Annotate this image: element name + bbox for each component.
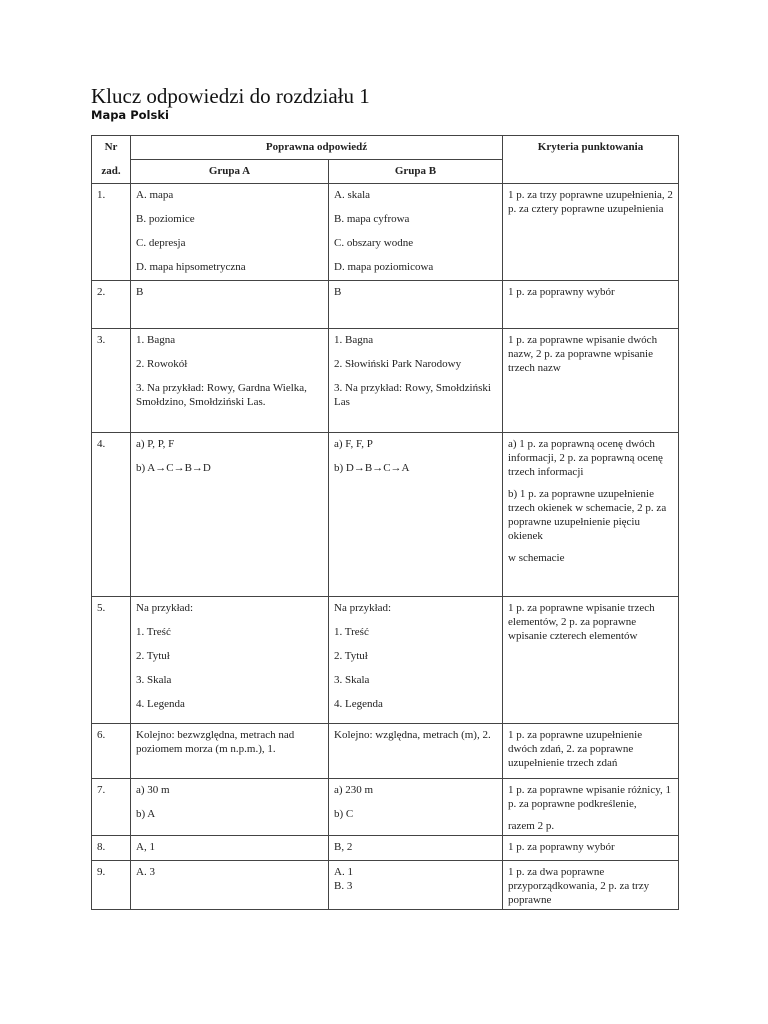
cell-line: 3. Skala	[334, 674, 370, 686]
cell-line: 2. Rowokół	[136, 358, 188, 370]
cell-line: B. mapa cyfrowa	[334, 213, 410, 225]
cell-line: b) A	[136, 808, 156, 820]
task-number-cell: 9.	[92, 861, 131, 910]
cell-line: razem 2 p.	[508, 820, 555, 832]
cell-line: b) C	[334, 808, 354, 820]
cell-line: Na przykład:	[334, 602, 392, 614]
cell-line: a) F, F, P	[334, 438, 373, 450]
cell-line: 1 p. za trzy poprawne uzupełnienia, 2 p. za cztery poprawne uzupełnienia	[508, 189, 673, 215]
group-a-answer-cell	[131, 836, 329, 861]
table-row	[92, 779, 679, 836]
criteria-cell	[503, 329, 679, 433]
task-number-cell: 4.	[92, 433, 131, 597]
cell-line: A. 1	[334, 866, 353, 878]
cell-line: 1 p. za poprawny wybór	[508, 286, 615, 298]
criteria-cell	[503, 861, 679, 910]
criteria-cell	[503, 281, 679, 329]
table-header-row	[92, 136, 679, 160]
group-b-answer-cell	[329, 184, 503, 281]
criteria-cell	[503, 836, 679, 861]
cell-line: 3. Skala	[136, 674, 172, 686]
document-subtitle: Mapa Polski	[91, 108, 169, 122]
table-row	[92, 597, 679, 724]
task-number-cell: 3.	[92, 329, 131, 433]
task-number-cell: 5.	[92, 597, 131, 724]
cell-line: a) 1 p. za poprawną ocenę dwóch informacji, 2 p. za poprawną ocenę trzech informacji	[508, 438, 663, 478]
cell-line: Na przykład:	[136, 602, 194, 614]
group-a-answer-cell	[131, 779, 329, 836]
group-b-header-cell: Grupa B	[329, 160, 503, 184]
cell-line: Kolejno: względna, metrach (m), 2.	[334, 729, 491, 741]
cell-line: w schemacie	[508, 552, 565, 564]
group-a-answer-cell	[131, 861, 329, 910]
nr-header-label: Nr	[104, 141, 118, 153]
cell-line: b) D→B→C→A	[334, 462, 410, 474]
cell-line: b) 1 p. za poprawne uzupełnienie trzech okienek w schemacie, 2 p. za poprawne uzupełnienie pięciu okienek	[508, 488, 667, 542]
group-b-answer-cell	[329, 861, 503, 910]
cell-line: C. obszary wodne	[334, 237, 414, 249]
cell-line: D. mapa hipsometryczna	[136, 261, 246, 273]
task-number-cell: 8.	[92, 836, 131, 861]
group-a-answer-cell	[131, 329, 329, 433]
cell-line: A. skala	[334, 189, 371, 201]
group-a-answer-cell	[131, 184, 329, 281]
criteria-cell	[503, 779, 679, 836]
group-a-answer-cell	[131, 724, 329, 779]
cell-line: a) P, P, F	[136, 438, 175, 450]
cell-line: 1 p. za poprawne uzupełnienie dwóch zdań, 2. za poprawne uzupełnienie trzech zdań	[508, 729, 643, 769]
cell-line: 4. Legenda	[334, 698, 383, 710]
cell-line: 1 p. za poprawne wpisanie dwóch nazw, 2 p. za poprawne wpisanie trzech nazw	[508, 334, 658, 374]
cell-line: C. depresja	[136, 237, 186, 249]
criteria-header-cell: Kryteria punktowania	[503, 136, 679, 184]
group-b-answer-cell	[329, 329, 503, 433]
nr-header-cell	[92, 136, 131, 184]
group-a-header-cell: Grupa A	[131, 160, 329, 184]
cell-line: 1. Treść	[334, 626, 369, 638]
cell-line: 2. Słowiński Park Narodowy	[334, 358, 462, 370]
table-row	[92, 433, 679, 597]
table-row	[92, 184, 679, 281]
cell-line: 3. Na przykład: Rowy, Gardna Wielka, Smołdzino, Smołdziński Las.	[136, 382, 307, 408]
cell-line: 1 p. za poprawne wpisanie różnicy, 1 p. za poprawne podkreślenie,	[508, 784, 672, 810]
group-a-answer-cell	[131, 433, 329, 597]
group-a-answer-cell	[131, 281, 329, 329]
cell-line: 2. Tytuł	[334, 650, 368, 662]
group-a-answer-cell	[131, 597, 329, 724]
cell-line: 1 p. za poprawne wpisanie trzech elementów, 2 p. za poprawne wpisanie czterech elementów	[508, 602, 655, 642]
group-b-answer-cell	[329, 779, 503, 836]
cell-line: A. mapa	[136, 189, 174, 201]
task-number-cell: 2.	[92, 281, 131, 329]
cell-line: 1. Bagna	[334, 334, 374, 346]
cell-line: 1 p. za poprawny wybór	[508, 841, 615, 853]
group-b-answer-cell	[329, 724, 503, 779]
group-b-answer-cell	[329, 597, 503, 724]
cell-line: D. mapa poziomicowa	[334, 261, 434, 273]
cell-line: A. 3	[136, 866, 155, 878]
criteria-cell	[503, 433, 679, 597]
answer-key-table	[91, 135, 679, 910]
criteria-cell	[503, 724, 679, 779]
cell-line: B, 2	[334, 841, 353, 853]
table-row	[92, 281, 679, 329]
task-number-cell: 1.	[92, 184, 131, 281]
table-row	[92, 861, 679, 910]
criteria-cell	[503, 184, 679, 281]
answer-header-cell: Poprawna odpowiedź	[131, 136, 503, 160]
task-number-cell: 6.	[92, 724, 131, 779]
document-title: Klucz odpowiedzi do rozdziału 1	[91, 84, 370, 108]
cell-line: 2. Tytuł	[136, 650, 170, 662]
cell-line: 1 p. za dwa poprawne przyporządkowania, 2 p. za trzy poprawne	[508, 866, 650, 906]
cell-line: b) A→C→B→D	[136, 462, 211, 474]
cell-line: B	[334, 286, 342, 298]
zad-header-label: zad.	[101, 165, 121, 177]
cell-line: B. 3	[334, 880, 353, 892]
table-row	[92, 329, 679, 433]
cell-line: a) 230 m	[334, 784, 374, 796]
table-row	[92, 836, 679, 861]
cell-line: 4. Legenda	[136, 698, 185, 710]
cell-line: a) 30 m	[136, 784, 170, 796]
cell-line: B	[136, 286, 144, 298]
cell-line: B. poziomice	[136, 213, 195, 225]
cell-line: Kolejno: bezwzględna, metrach nad poziomem morza (m n.p.m.), 1.	[136, 729, 295, 755]
criteria-cell	[503, 597, 679, 724]
task-number-cell: 7.	[92, 779, 131, 836]
cell-line: 1. Treść	[136, 626, 171, 638]
cell-line: 1. Bagna	[136, 334, 176, 346]
group-b-answer-cell	[329, 836, 503, 861]
group-b-answer-cell	[329, 281, 503, 329]
cell-line: 3. Na przykład: Rowy, Smołdziński Las	[334, 382, 491, 408]
cell-line: A, 1	[136, 841, 155, 853]
table-row	[92, 724, 679, 779]
group-b-answer-cell	[329, 433, 503, 597]
